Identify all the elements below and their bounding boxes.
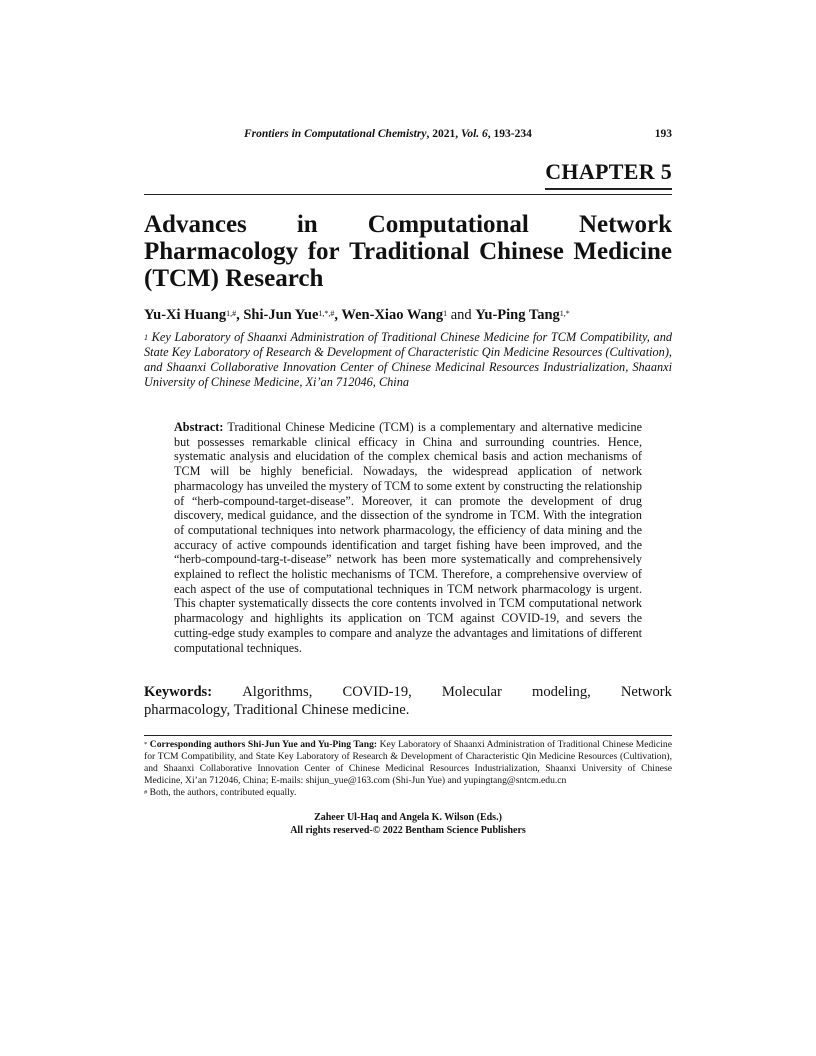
keyword-item: Algorithms, [242,684,313,701]
author-name: Shi-Jun Yue [243,307,319,323]
keyword-item: COVID-19, [342,684,412,701]
abstract [174,420,642,655]
author-affiliation-marker: 1,* [559,309,570,318]
author-name: Wen-Xiao Wang [341,307,444,323]
title-word: Network [578,211,672,238]
author-list [144,306,672,324]
corresponding-text: Key Laboratory of Shaanxi Administration of Traditional Chinese Medicine for TCM Compatibility, and State Key Laboratory of Research & Development of Characteristic Qin Medicine Resources (Cultivation), and Shaanxi Collaborative Innovation Center of Chinese Medicinal Resources Industrialization, Shaanxi University of Chinese Medicine, Xi’an 712046, China; E-mails: shijun_yue@163.com (Shi-Jun Yue) and yupingtang@sntcm.edu.cn [144,739,672,787]
equal-contribution-footnote [144,787,672,799]
keywords-row-1 [144,683,672,701]
journal-citation [244,128,532,140]
title-word: Chinese [479,238,564,265]
affiliation-marker: 1 [144,333,148,342]
keywords-label: Keywords: [144,684,213,701]
author-affiliation-marker: 1 [443,309,448,318]
journal-title: Frontiers in Computational Chemistry [244,128,427,140]
equal-text: Both, the authors, contributed equally. [147,787,297,799]
page-number: 193 [654,128,672,140]
running-head [144,128,672,146]
editors-block [144,811,672,837]
title-line-2 [144,238,672,265]
title-word: for [307,238,340,265]
editors-line: Zaheer Ul-Haq and Angela K. Wilson (Eds.) [314,812,502,824]
author-separator: , [236,307,244,323]
journal-pages: , 193-234 [487,128,532,140]
affiliation-text: Key Laboratory of Shaanxi Administration of Traditional Chinese Medicine for TCM Compatibility, and State Key Laboratory of Research & Development of Characteristic Qin Medicine Resources (Cultivation), and Shaanxi Collaborative Innovation Center of Chinese Medicinal Resources Industrialization, Shaanxi University of Chinese Medicine, Xi’an 712046, China [144,330,672,389]
title-word: Pharmacology [144,238,299,265]
paper-page [144,128,672,837]
abstract-text: Traditional Chinese Medicine (TCM) is a complementary and alternative medicine but possesses remarkable clinical efficacy in China and surrounding countries. Hence, systematic analysis and elucidation of the complex chemical basis and action mechanisms of TCM will be highly beneficial. Nowadays, the widespread application of network pharmacology has unveiled the mystery of TCM to some extent by constructing the relationship of “herb-compound-target-disease”. Moreover, it can promote the development of drug discovery, medical guidance, and the dissection of the syndrome in TCM. With the integration of computational techniques into network pharmacology, the efficiency of data mining and the accuracy of active compounds identification and target fishing have been improved, and the “herb-compound-targ-t-disease” network has been more systematically and comprehensively explained to reflect the holistic mechanisms of TCM. Therefore, a comprehensive overview of each aspect of the use of computational techniques in TCM network pharmacology is urgent. This chapter systematically dissects the core contents involved in TCM computational network pharmacology and highlights its application on TCM against COVID-19, and severs the cutting-edge study examples to compare and analyze the advantages and limitations of different computational techniques. [174,420,642,655]
title-word: Advances [144,211,247,238]
chapter-row [144,158,672,195]
footnotes [144,739,672,799]
title-line-1 [144,211,672,238]
keywords-row-2: pharmacology, Traditional Chinese medicine. [144,702,410,719]
title-word: in [296,211,318,238]
affiliation [144,330,672,390]
copyright-line: All rights reserved-© 2022 Bentham Science Publishers [290,825,526,837]
author-affiliation-marker: 1,# [226,309,237,318]
keyword-item: Molecular [441,684,502,701]
title-word: Computational [367,211,529,238]
author-separator: , [334,307,342,323]
article-title [144,211,672,292]
journal-volume: Vol. 6 [460,128,488,140]
keyword-item: Network [620,684,672,701]
author-name: Yu-Ping Tang [475,307,560,323]
equal-marker: # [144,789,148,797]
footnote-divider [144,735,672,736]
journal-year: , 2021, [426,128,461,140]
chapter-label: CHAPTER 5 [545,158,672,190]
author-and: and [447,307,476,323]
keywords [144,683,672,719]
corresponding-marker: * [144,741,148,749]
keyword-item: modeling, [532,684,591,701]
title-word: Medicine [573,238,672,265]
abstract-label: Abstract: [174,420,224,434]
corresponding-footnote [144,739,672,787]
title-word: Traditional [349,238,470,265]
author-affiliation-marker: 1,*,# [318,309,335,318]
title-line-3: (TCM) Research [144,265,324,292]
author-name: Yu-Xi Huang [144,307,227,323]
corresponding-label: Corresponding authors Shi-Jun Yue and Yu-Ping Tang: [149,739,378,751]
